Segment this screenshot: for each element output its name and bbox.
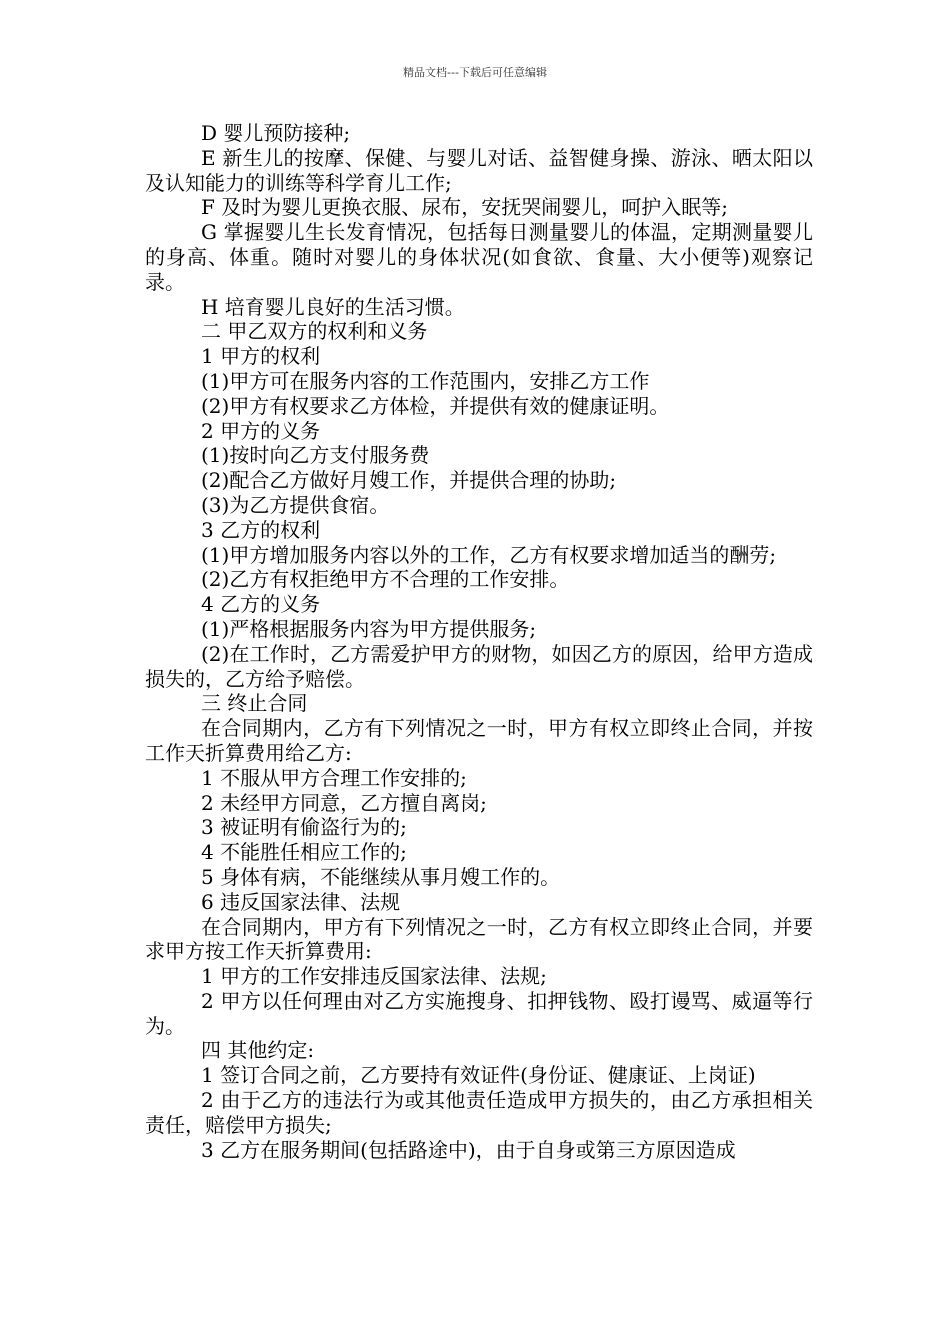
list-item: (1)甲方可在服务内容的工作范围内，安排乙方工作 bbox=[201, 368, 650, 393]
list-item: 2 未经甲方同意，乙方擅自离岗; bbox=[201, 790, 487, 815]
page-header: 精品文档---下载后可任意编辑 bbox=[403, 66, 547, 79]
list-item: (1)甲方增加服务内容以外的工作，乙方有权要求增加适当的酬劳; bbox=[201, 542, 777, 567]
paragraph-g-growth-monitoring: G 掌握婴儿生长发育情况，包括每日测量婴儿的体温，定期测量婴儿的身高、体重。随时对婴儿的身体状况(如食欲、食量、大小便等)观察记录。 bbox=[145, 220, 813, 294]
list-item: (2)乙方有权拒绝甲方不合理的工作安排。 bbox=[201, 567, 570, 592]
subheading-party-a-rights: 1 甲方的权利 bbox=[201, 344, 321, 369]
list-item: 3 乙方在服务期间(包括路途中)，由于自身或第三方原因造成 bbox=[201, 1137, 736, 1162]
list-item: 1 不服从甲方合理工作安排的; bbox=[201, 765, 467, 790]
list-item: 1 甲方的工作安排违反国家法律、法规; bbox=[201, 964, 547, 989]
list-item: (2)甲方有权要求乙方体检，并提供有效的健康证明。 bbox=[201, 393, 670, 418]
list-item: (1)按时向乙方支付服务费 bbox=[201, 443, 430, 468]
subheading-party-b-rights: 3 乙方的权利 bbox=[201, 517, 321, 542]
list-item: (3)为乙方提供食宿。 bbox=[201, 492, 390, 517]
list-item: 4 不能胜任相应工作的; bbox=[201, 840, 407, 865]
list-item: 5 身体有病，不能继续从事月嫂工作的。 bbox=[201, 864, 561, 889]
paragraph-termination-by-party-a: 在合同期内，乙方有下列情况之一时，甲方有权立即终止合同，并按工作天折算费用给乙方: bbox=[145, 716, 813, 765]
section-heading-rights-obligations: 二 甲乙双方的权利和义务 bbox=[201, 319, 428, 344]
list-item: (2)配合乙方做好月嫂工作，并提供合理的协助; bbox=[201, 468, 617, 493]
subheading-party-a-obligations: 2 甲方的义务 bbox=[201, 418, 321, 443]
paragraph-e-massage-care: E 新生儿的按摩、保健、与婴儿对话、益智健身操、游泳、晒太阳以及认知能力的训练等科学育儿工作; bbox=[145, 145, 813, 195]
list-item: 2 由于乙方的违法行为或其他责任造成甲方损失的，由乙方承担相关责任，赔偿甲方损失; bbox=[145, 1088, 813, 1137]
section-heading-termination: 三 终止合同 bbox=[201, 691, 308, 716]
paragraph-d-vaccination: D 婴儿预防接种; bbox=[201, 121, 351, 145]
list-item: 6 违反国家法律、法规 bbox=[201, 889, 401, 914]
section-heading-other-terms: 四 其他约定: bbox=[201, 1038, 315, 1063]
paragraph-termination-by-party-b: 在合同期内，甲方有下列情况之一时，乙方有权立即终止合同，并要求甲方按工作天折算费用: bbox=[145, 914, 813, 964]
subheading-party-b-obligations: 4 乙方的义务 bbox=[201, 592, 321, 617]
list-item: (2)在工作时，乙方需爱护甲方的财物，如因乙方的原因，给甲方造成损失的，乙方给予赔偿。 bbox=[145, 641, 813, 691]
list-item: 2 甲方以任何理由对乙方实施搜身、扣押钱物、殴打谩骂、威逼等行为。 bbox=[145, 988, 813, 1038]
list-item: (1)严格根据服务内容为甲方提供服务; bbox=[201, 616, 537, 641]
paragraph-f-clothing-diapers: F 及时为婴儿更换衣服、尿布，安抚哭闹婴儿，呵护入眠等; bbox=[201, 195, 728, 220]
list-item: 3 被证明有偷盗行为的; bbox=[201, 815, 407, 840]
paragraph-h-habits: H 培育婴儿良好的生活习惯。 bbox=[201, 294, 465, 319]
list-item: 1 签订合同之前，乙方要持有效证件(身份证、健康证、上岗证) bbox=[201, 1063, 756, 1088]
document-body bbox=[145, 121, 813, 1162]
